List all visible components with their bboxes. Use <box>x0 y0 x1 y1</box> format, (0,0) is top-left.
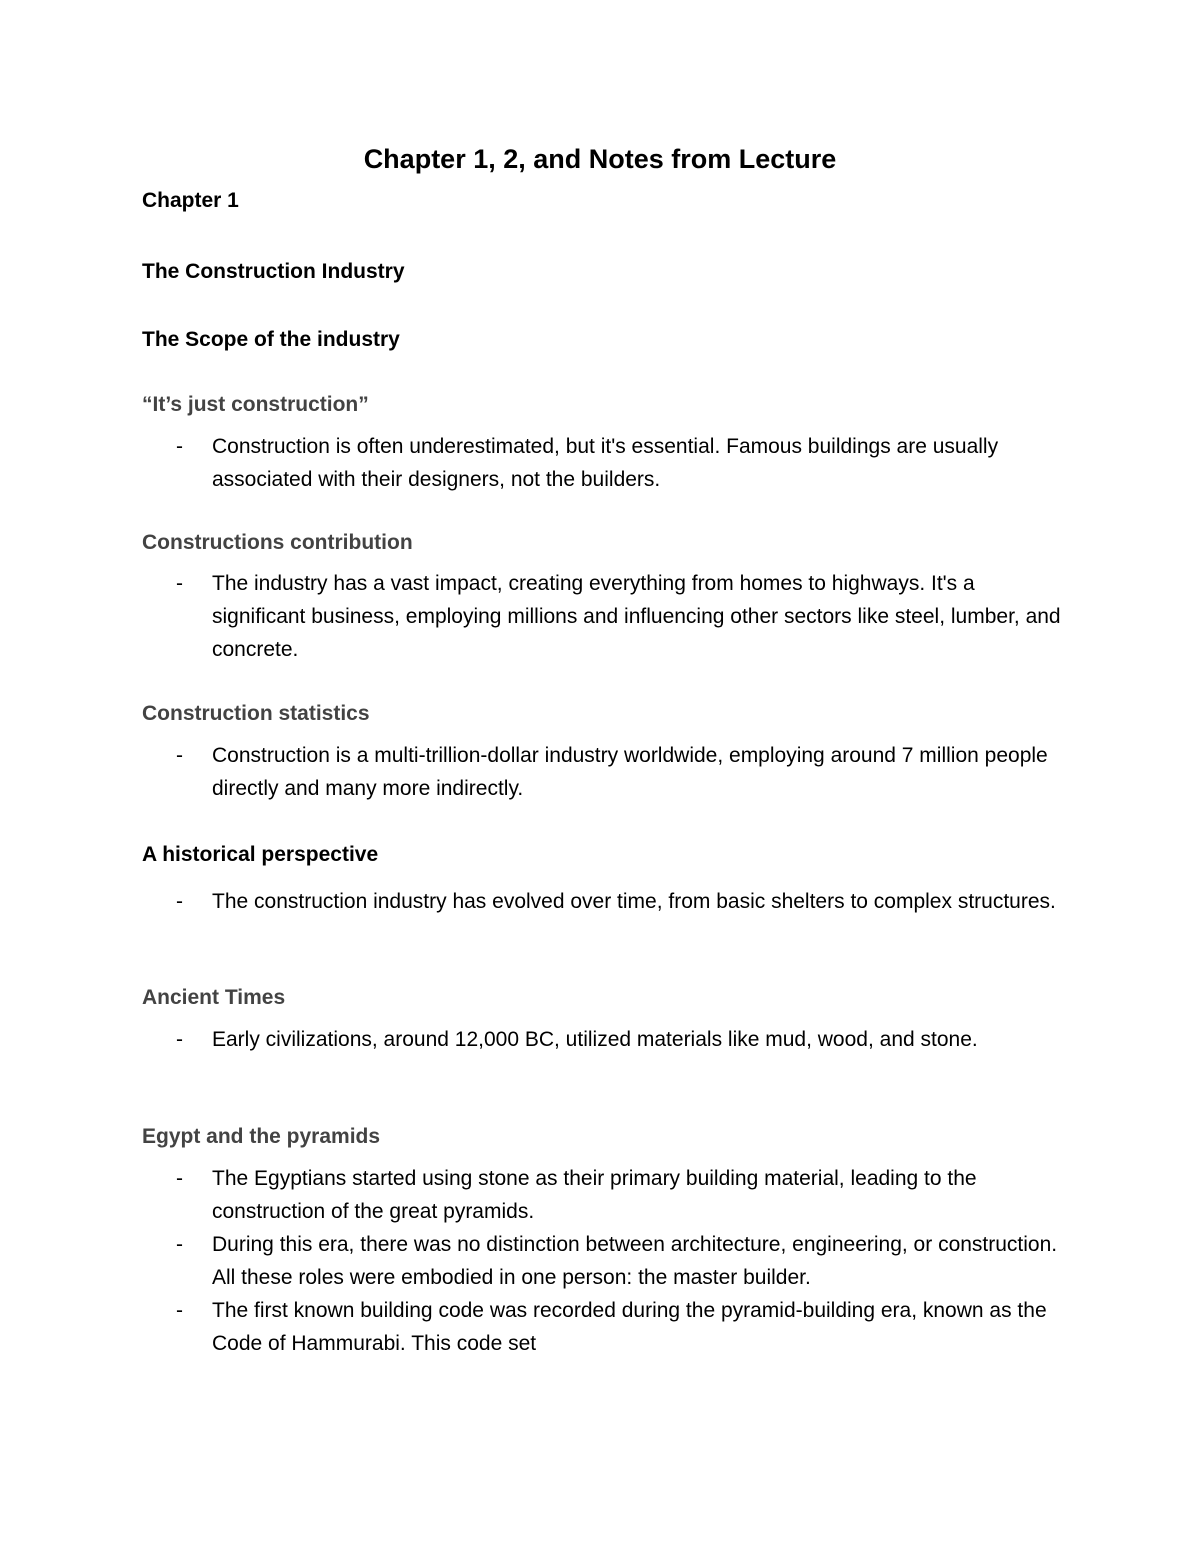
list-item <box>0 739 1072 805</box>
list-item <box>0 430 1072 496</box>
scope-heading: The Scope of the industry <box>142 328 400 351</box>
document-title: Chapter 1, 2, and Notes from Lecture <box>363 144 837 174</box>
list-item <box>0 1294 1072 1360</box>
section-heading-ancient-times: Ancient Times <box>142 986 286 1009</box>
section-heading-statistics: Construction statistics <box>142 702 370 725</box>
dash-marker: - <box>176 572 183 595</box>
bullet-text: The first known building code was recorded during the pyramid-building era, known as the Code of Hammurabi. This code set <box>212 1299 1047 1355</box>
section-heading-contribution: Constructions contribution <box>142 531 413 554</box>
list-item <box>0 1228 1072 1294</box>
section-heading-egypt: Egypt and the pyramids <box>142 1125 381 1148</box>
bullet-text: Construction is often underestimated, but it's essential. Famous buildings are usually associated with their designers, not the builders. <box>212 435 999 491</box>
dash-marker: - <box>176 744 183 767</box>
dash-marker: - <box>176 890 183 913</box>
bullet-list <box>0 739 1200 805</box>
dash-marker: - <box>176 1028 183 1051</box>
section-heading-historical: A historical perspective <box>142 843 379 866</box>
list-item <box>0 885 1072 918</box>
bullet-list <box>0 1023 1200 1056</box>
section-heading-just-construction: “It’s just construction” <box>142 393 369 416</box>
list-item <box>0 1162 1072 1228</box>
dash-marker: - <box>176 435 183 458</box>
dash-marker: - <box>176 1299 183 1322</box>
dash-marker: - <box>176 1167 183 1190</box>
bullet-text: The Egyptians started using stone as their primary building material, leading to the construction of the great pyramids. <box>212 1167 977 1223</box>
dash-marker: - <box>176 1233 183 1256</box>
industry-heading: The Construction Industry <box>142 260 405 283</box>
bullet-text: During this era, there was no distinction between architecture, engineering, or construction. All these roles were embodied in one person: the master builder. <box>212 1233 1058 1289</box>
bullet-text: The construction industry has evolved over time, from basic shelters to complex structures. <box>212 890 1056 913</box>
list-item <box>0 567 1072 666</box>
bullet-list <box>0 1162 1200 1360</box>
bullet-text: Construction is a multi-trillion-dollar industry worldwide, employing around 7 million people directly and many more indirectly. <box>212 744 1048 800</box>
bullet-text: Early civilizations, around 12,000 BC, utilized materials like mud, wood, and stone. <box>212 1028 978 1051</box>
chapter-heading: Chapter 1 <box>142 189 239 212</box>
bullet-text: The industry has a vast impact, creating everything from homes to highways. It's a significant business, employing millions and influencing other sectors like steel, lumber, and concrete. <box>212 572 1061 661</box>
bullet-list <box>0 430 1200 496</box>
bullet-list <box>0 567 1200 666</box>
bullet-list <box>0 885 1200 918</box>
list-item <box>0 1023 1072 1056</box>
